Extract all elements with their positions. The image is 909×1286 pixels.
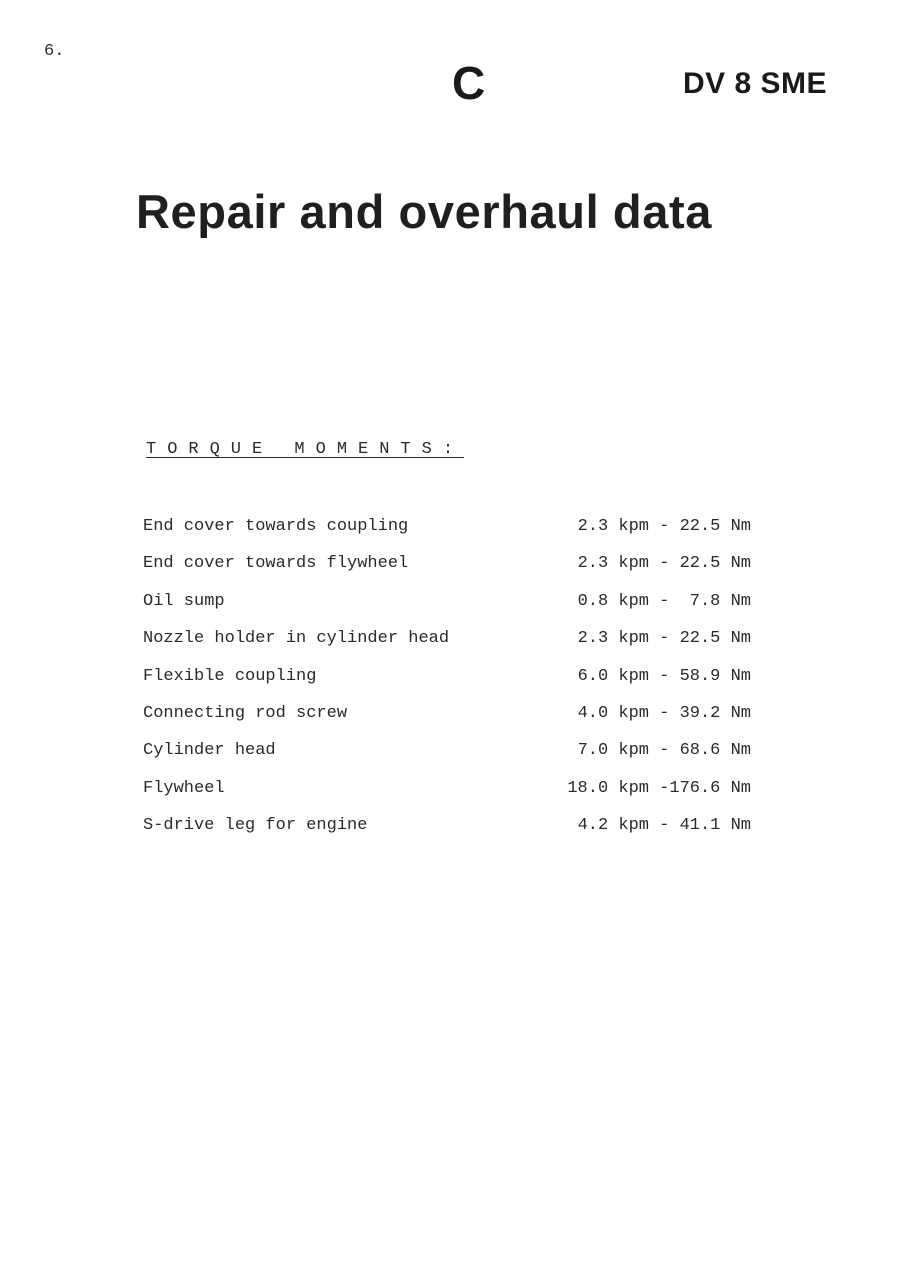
torque-part: S-drive leg for engine (143, 816, 368, 836)
torque-part: Cylinder head (143, 741, 276, 761)
torque-table (143, 508, 763, 845)
section-letter: C (452, 57, 486, 109)
torque-row (143, 770, 763, 807)
page-title: Repair and overhaul data (136, 185, 712, 238)
torque-row (143, 732, 763, 769)
torque-value: 2.3 kpm - 22.5 Nm (577, 629, 751, 649)
torque-part: Flywheel (143, 778, 225, 798)
torque-value: 0.8 kpm - 7.8 Nm (577, 591, 751, 611)
torque-value: 7.0 kpm - 68.6 Nm (577, 741, 751, 761)
section-heading: TORQUE MOMENTS: (146, 440, 465, 459)
torque-value: 2.3 kpm - 22.5 Nm (577, 554, 751, 574)
torque-row (143, 658, 763, 695)
torque-part: End cover towards flywheel (143, 554, 409, 574)
torque-row (143, 807, 763, 844)
torque-row (143, 545, 763, 582)
torque-value: 4.2 kpm - 41.1 Nm (577, 816, 751, 836)
torque-part: Oil sump (143, 591, 225, 611)
torque-part: Connecting rod screw (143, 703, 348, 723)
page-number: 6. (44, 42, 65, 61)
torque-value: 2.3 kpm - 22.5 Nm (577, 517, 751, 536)
torque-row (143, 583, 763, 620)
torque-value: 4.0 kpm - 39.2 Nm (577, 703, 751, 723)
torque-value: 18.0 kpm -176.6 Nm (567, 778, 751, 798)
torque-part: Nozzle holder in cylinder head (143, 629, 450, 649)
torque-part: Flexible coupling (143, 666, 317, 686)
torque-row (143, 508, 763, 545)
model-code: DV 8 SME (682, 67, 827, 100)
torque-row (143, 695, 763, 732)
torque-row (143, 620, 763, 657)
torque-part: End cover towards coupling (143, 517, 409, 536)
torque-value: 6.0 kpm - 58.9 Nm (577, 666, 751, 686)
